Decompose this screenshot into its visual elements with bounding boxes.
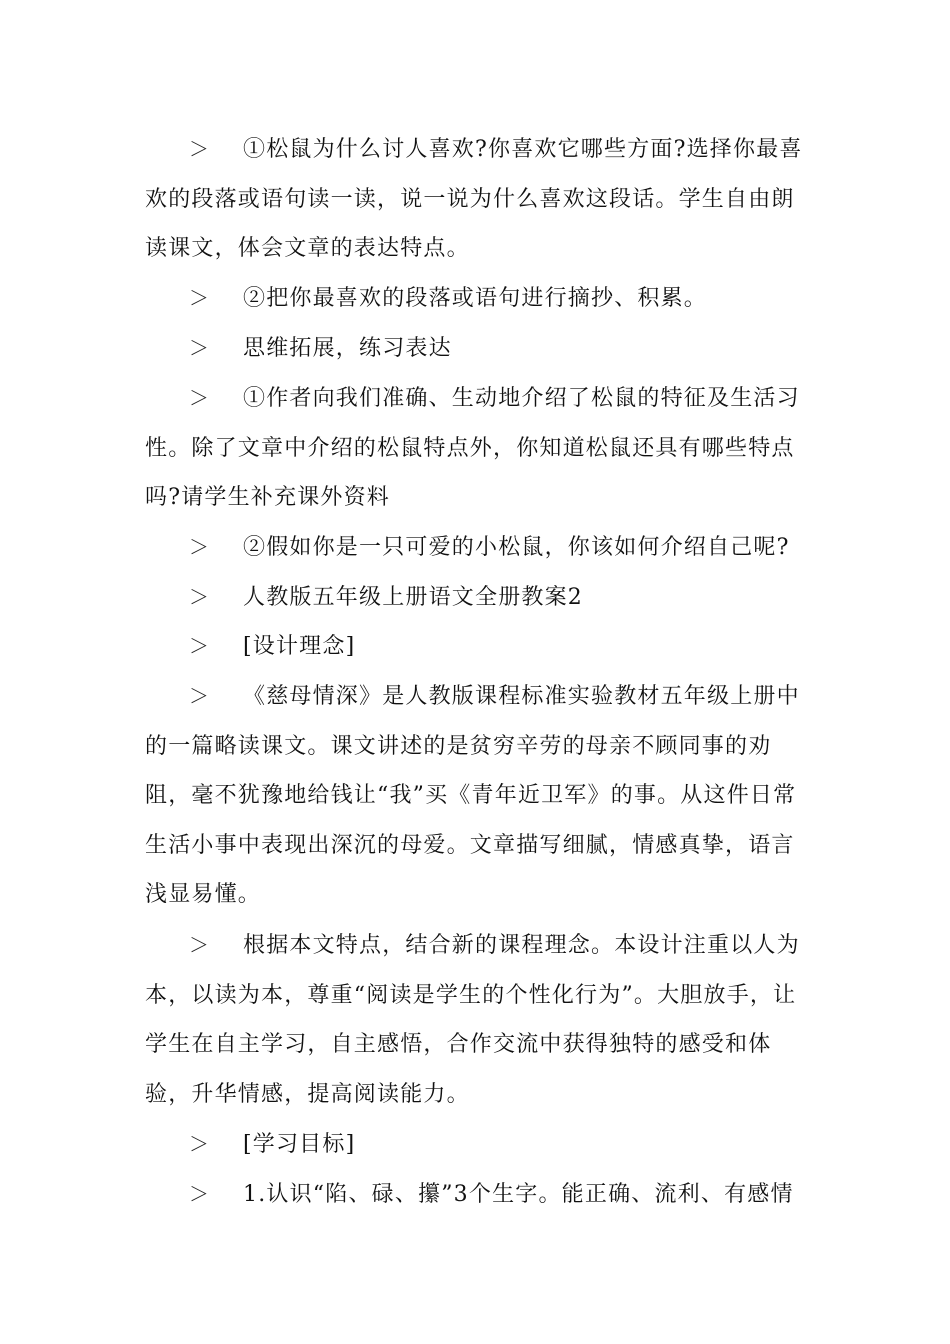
bullet-arrow-icon: ＞: [189, 336, 211, 360]
paragraph: [145, 1120, 813, 1170]
paragraph-text: 根据本文特点，结合新的课程理念。本设计注重以人为本，以读为本，尊重“阅读是学生的个性化行为”。大胆放手，让学生在自主学习，自主感悟，合作交流中获得独特的感受和体验，升华情感，提高阅读能力。: [145, 933, 800, 1107]
paragraph-text: [学习目标]: [243, 1132, 356, 1157]
paragraph-text: 人教版五年级上册语文全册教案2: [243, 585, 583, 610]
paragraph-text: 思维拓展，练习表达: [243, 336, 452, 361]
paragraph-text: ②假如你是一只可爱的小松鼠，你该如何介绍自己呢?: [243, 535, 790, 560]
paragraph: [145, 274, 813, 324]
paragraph-text: 《慈母情深》是人教版课程标准实验教材五年级上册中的一篇略读课文。课文讲述的是贫穷辛劳的母亲不顾同事的劝阻，毫不犹豫地给钱让“我”买《青年近卫军》的事。从这件日常生活小事中表现出深沉的母爱。文章描写细腻，情感真挚，语言浅显易懂。: [145, 684, 800, 907]
bullet-arrow-icon: ＞: [189, 585, 211, 609]
bullet-arrow-icon: ＞: [189, 1132, 211, 1156]
paragraph-text: ②把你最喜欢的段落或语句进行摘抄、积累。: [243, 286, 708, 311]
paragraph: [145, 324, 813, 374]
bullet-arrow-icon: ＞: [189, 535, 211, 559]
paragraph: [145, 622, 813, 672]
bullet-arrow-icon: ＞: [189, 634, 211, 658]
paragraph-text: [设计理念]: [243, 634, 356, 659]
paragraph-text: ①作者向我们准确、生动地介绍了松鼠的特征及生活习性。除了文章中介绍的松鼠特点外，你知道松鼠还具有哪些特点吗?请学生补充课外资料: [145, 386, 800, 510]
bullet-arrow-icon: ＞: [189, 684, 211, 708]
paragraph: [145, 1170, 813, 1220]
bullet-arrow-icon: ＞: [189, 1182, 211, 1206]
paragraph: [145, 672, 813, 920]
paragraph: [145, 374, 813, 523]
bullet-arrow-icon: ＞: [189, 286, 211, 310]
bullet-arrow-icon: ＞: [189, 137, 211, 161]
bullet-arrow-icon: ＞: [189, 933, 211, 957]
paragraph: [145, 125, 813, 274]
paragraph: [145, 573, 813, 623]
paragraph-text: 1.认识“陷、碌、攥”3个生字。能正确、流利、有感情: [243, 1182, 794, 1207]
paragraph-text: ①松鼠为什么讨人喜欢?你喜欢它哪些方面?选择你最喜欢的段落或语句读一读，说一说为什么喜欢这段话。学生自由朗读课文，体会文章的表达特点。: [145, 137, 803, 261]
paragraph: [145, 921, 813, 1119]
bullet-arrow-icon: ＞: [189, 386, 211, 410]
paragraph: [145, 523, 813, 573]
